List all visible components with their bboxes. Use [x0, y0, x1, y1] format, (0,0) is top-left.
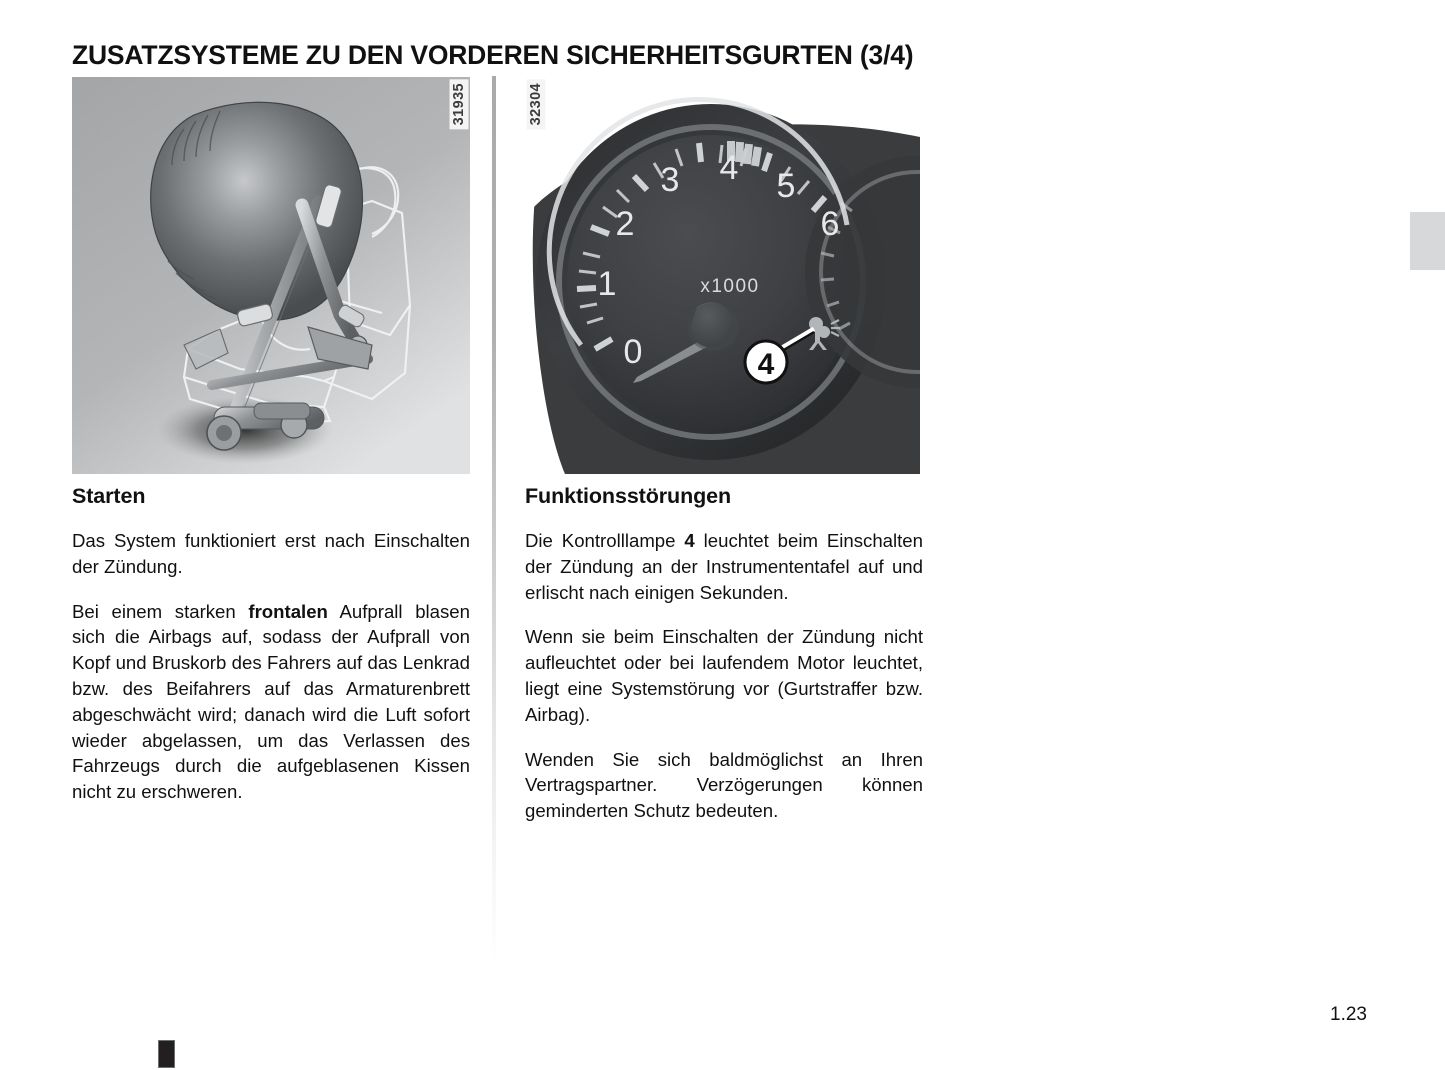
- paragraph: Wenn sie beim Einschalten der Zündung nicht aufleuchtet oder bei laufendem Motor leuchtet, liegt eine Systemstörung vor (Gurtstraffer bzw. Airbag).: [525, 626, 923, 725]
- gauge-unit-label: x1000: [700, 276, 760, 297]
- figure-reference-number-left: 31935: [450, 79, 469, 129]
- tachometer-photo: [525, 77, 920, 474]
- page-title: ZUSATZSYSTEME ZU DEN VORDEREN SICHERHEITSGURTEN (3/4): [72, 39, 914, 70]
- paragraph: Bei einem starken frontalen Aufprall blasen sich die Airbags auf, sodass der Aufprall von Kopf und Bruskorb des Fahrers auf das Lenkrad bzw. des Beifahrers auf das Armaturenbrett abgeschwächt wird; danach wird die Luft sofort wieder abgelassen, um das Verlassen des Fahrzeugs durch die aufgeblasenen Kissen nicht zu erschweren.: [72, 600, 470, 803]
- edge-section-tab: [1410, 212, 1445, 270]
- text-column-right: [525, 484, 923, 824]
- emphasis-text: frontalen: [248, 600, 328, 622]
- paragraph: Wenden Sie sich baldmöglichst an Ihren Vertragspartner. Verzögerungen können geminderten Schutz bedeuten.: [525, 748, 923, 822]
- svg-text:3: 3: [660, 161, 680, 199]
- svg-text:6: 6: [820, 205, 840, 243]
- page-number: 1.23: [1330, 1004, 1367, 1025]
- section-thumb-marker: [158, 1040, 175, 1068]
- section-heading-starten: Starten: [72, 484, 146, 508]
- emphasis-text: 4: [684, 530, 695, 551]
- paragraph-list-right: [525, 528, 923, 824]
- figure-reference-number-right: 32304: [527, 79, 546, 129]
- section-heading-funktionsstoerungen: Funktionsstörungen: [525, 484, 732, 508]
- paragraph-list-left: [72, 528, 470, 805]
- paragraph: Die Kontrolllampe 4 leuchtet beim Einschalten der Zündung an der Instrumententafel auf und erlischt nach einigen Sekunden.: [525, 530, 923, 603]
- paragraph: Das System funktioniert erst nach Einschalten der Zündung.: [72, 530, 470, 577]
- side-airbag-illustration: [72, 77, 470, 474]
- svg-text:0: 0: [623, 333, 643, 371]
- figure-side-airbag: [72, 77, 470, 474]
- svg-text:2: 2: [615, 205, 635, 243]
- svg-text:4: 4: [719, 149, 739, 187]
- figure-instrument-cluster: [525, 77, 920, 474]
- svg-text:1: 1: [597, 265, 617, 303]
- column-divider: [492, 76, 496, 966]
- svg-text:5: 5: [776, 167, 796, 205]
- callout-number: 4: [757, 348, 775, 381]
- text-column-left: [72, 484, 470, 805]
